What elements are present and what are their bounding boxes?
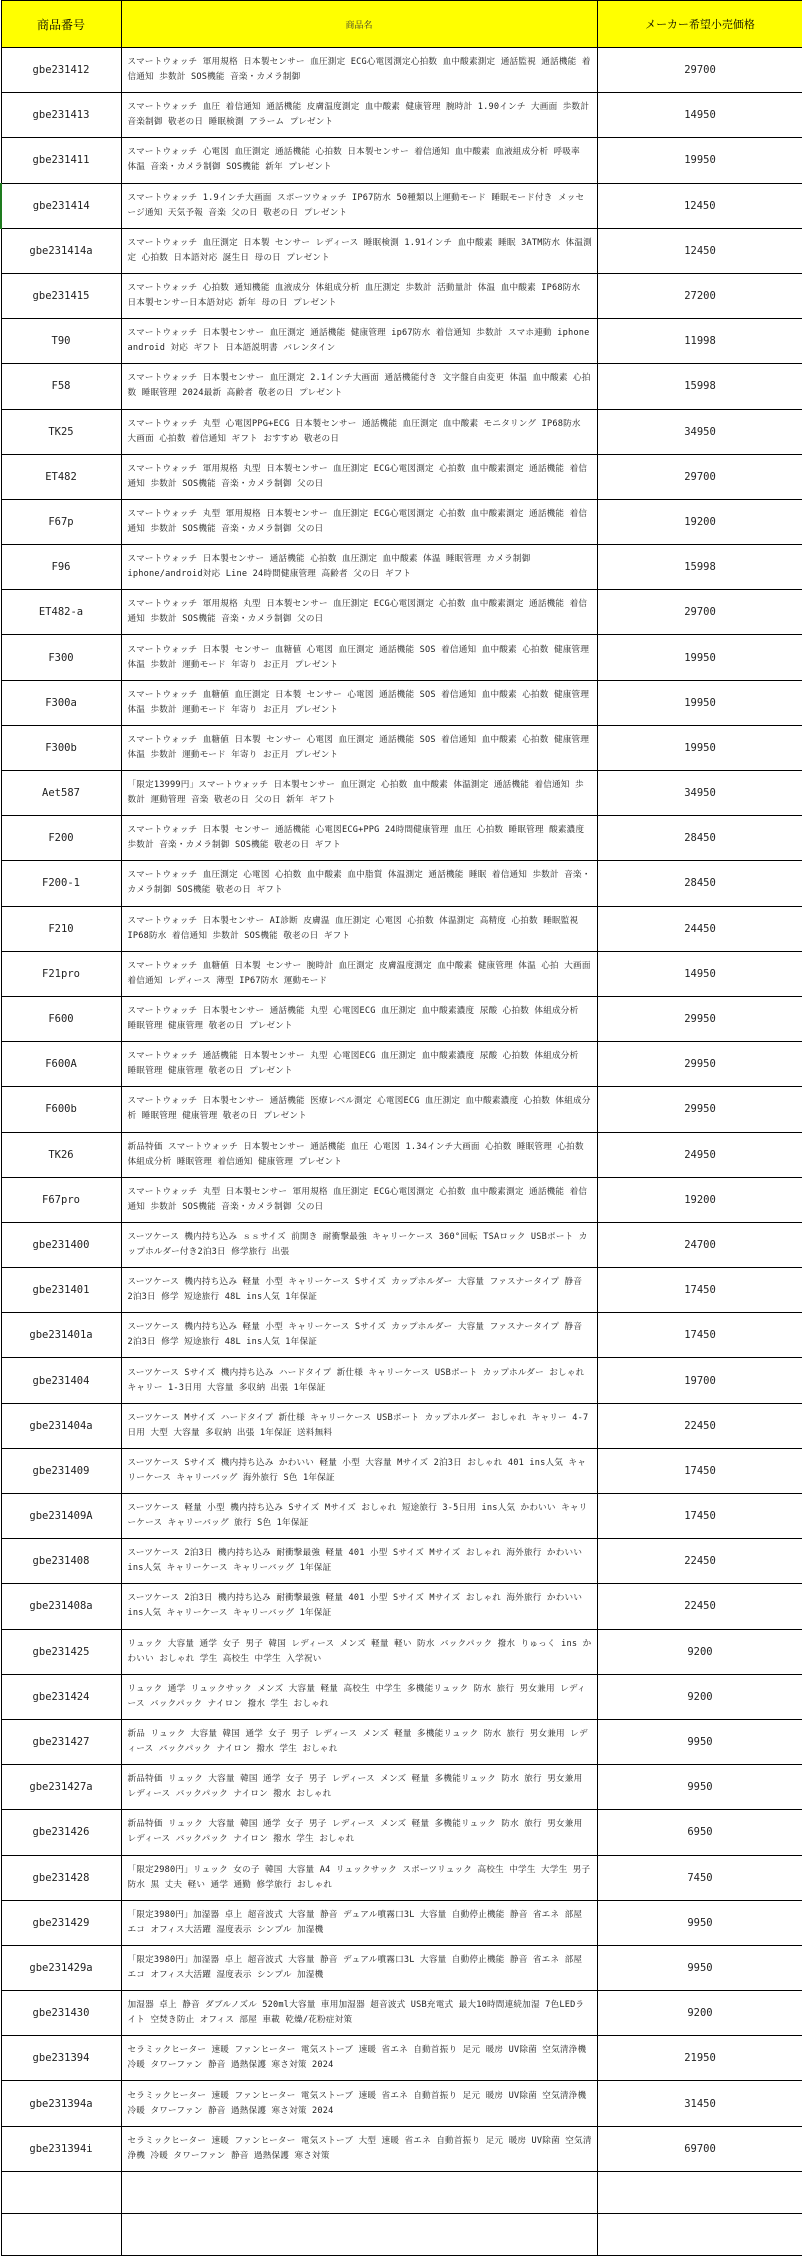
name-cell[interactable]: スマートウォッチ 丸型 軍用規格 日本製センサー 血圧測定 ECG心電図測定 心拍数 血中酸素測定 通話機能 着信通知 歩数計 SOS機能 音楽・カメラ制御 父の日 — [121, 499, 597, 544]
code-cell[interactable]: TK25 — [1, 409, 121, 454]
price-cell[interactable]: 29950 — [597, 1087, 802, 1132]
table-row — [1, 499, 802, 544]
name-cell[interactable]: 「限定3980円」加湿器 卓上 超音波式 大容量 静音 デュアル噴霧口3L 大容量 自動停止機能 静音 省エネ 部屋 エコ オフィス大活躍 湿度表示 シンプル 加湿機 — [121, 1945, 597, 1990]
name-cell[interactable]: スマートウォッチ 軍用規格 丸型 日本製センサー 血圧測定 ECG心電図測定 心拍数 血中酸素測定 通話機能 着信通知 歩数計 SOS機能 音楽・カメラ制御 父の日 — [121, 454, 597, 499]
code-cell[interactable]: gbe231404 — [1, 1358, 121, 1403]
price-cell[interactable]: 14950 — [597, 93, 802, 138]
price-cell[interactable]: 29700 — [597, 590, 802, 635]
code-cell[interactable]: ET482 — [1, 454, 121, 499]
table-row — [1, 319, 802, 364]
price-cell[interactable]: 29950 — [597, 996, 802, 1041]
name-cell[interactable]: リュック 大容量 通学 女子 男子 韓国 レディース メンズ 軽量 軽い 防水 バックパック 撥水 りゅっく ins かわいい おしゃれ 学生 高校生 中学生 入学祝い — [121, 1629, 597, 1674]
code-cell[interactable]: gbe231429a — [1, 1945, 121, 1990]
price-cell[interactable]: 69700 — [597, 2126, 802, 2171]
price-cell[interactable]: 19950 — [597, 725, 802, 770]
price-cell[interactable]: 29950 — [597, 1042, 802, 1087]
price-cell[interactable]: 12450 — [597, 183, 802, 228]
table-row — [1, 680, 802, 725]
price-cell[interactable]: 9950 — [597, 1719, 802, 1764]
table-row — [1, 93, 802, 138]
code-cell[interactable]: gbe231424 — [1, 1674, 121, 1719]
code-cell[interactable]: F600b — [1, 1087, 121, 1132]
code-cell[interactable]: gbe231430 — [1, 1991, 121, 2036]
table-row — [1, 138, 802, 183]
table-row — [1, 1629, 802, 1674]
price-cell[interactable]: 17450 — [597, 1448, 802, 1493]
name-cell[interactable]: スマートウォッチ 通話機能 日本製センサー 丸型 心電図ECG 血圧測定 血中酸素濃度 尿酸 心拍数 体組成分析 睡眠管理 健康管理 敬老の日 プレゼント — [121, 1042, 597, 1087]
name-cell[interactable]: スマートウォッチ 血圧測定 日本製 センサー レディース 睡眠検測 1.91インチ 血中酸素 睡眠 3ATM防水 体温測定 心拍数 日本語対応 誕生日 母の日 プレゼント — [121, 228, 597, 273]
table-row — [1, 590, 802, 635]
table-row — [1, 409, 802, 454]
code-cell[interactable]: gbe231428 — [1, 1855, 121, 1900]
name-cell[interactable]: スーツケース Sサイズ 機内持ち込み ハードタイプ 新仕様 キャリーケース USBポート カップホルダー おしゃれ キャリー 1-3日用 大容量 多収納 出張 1年保証 — [121, 1358, 597, 1403]
table-row — [1, 1268, 802, 1313]
code-cell[interactable]: gbe231401 — [1, 1268, 121, 1313]
name-cell[interactable]: スーツケース Sサイズ 機内持ち込み かわいい 軽量 小型 大容量 Mサイズ 2泊3日 おしゃれ 401 ins人気 キャリーケース キャリーバッグ 海外旅行 S色 1年保証 — [121, 1448, 597, 1493]
table-row — [1, 1765, 802, 1810]
table-row — [1, 1494, 802, 1539]
name-cell[interactable]: スマートウォッチ 血圧測定 心電図 心拍数 血中酸素 血中脂質 体温測定 通話機能 睡眠 着信通知 歩数計 音楽・カメラ制御 SOS機能 敬老の日 ギフト — [121, 861, 597, 906]
price-cell[interactable]: 9950 — [597, 1945, 802, 1990]
code-cell[interactable]: gbe231426 — [1, 1810, 121, 1855]
table-row — [1, 1539, 802, 1584]
price-cell[interactable]: 6950 — [597, 1810, 802, 1855]
table-row — [1, 725, 802, 770]
code-cell[interactable]: F600A — [1, 1042, 121, 1087]
price-cell[interactable]: 14950 — [597, 951, 802, 996]
name-cell[interactable]: スマートウォッチ 丸型 日本製センサー 軍用規格 血圧測定 ECG心電図測定 心拍数 血中酸素測定 通話機能 着信通知 歩数計 SOS機能 音楽・カメラ制御 父の日 — [121, 1177, 597, 1222]
price-cell[interactable]: 19950 — [597, 680, 802, 725]
table-row — [1, 951, 802, 996]
table-row — [1, 1584, 802, 1629]
name-cell[interactable]: スーツケース Mサイズ ハードタイプ 新仕様 キャリーケース USBポート カップホルダー おしゃれ キャリー 4-7日用 大型 大容量 多収納 出張 1年保証 送料無料 — [121, 1403, 597, 1448]
price-cell[interactable]: 19950 — [597, 635, 802, 680]
code-cell[interactable]: gbe231394 — [1, 2036, 121, 2081]
table-row — [1, 771, 802, 816]
price-cell[interactable]: 28450 — [597, 816, 802, 861]
code-cell[interactable]: F600 — [1, 996, 121, 1041]
name-cell[interactable]: 新品特価 リュック 大容量 韓国 通学 女子 男子 レディース メンズ 軽量 多機能リュック 防水 旅行 男女兼用 レディース バックパック ナイロン 撥水 学生 おしゃれ — [121, 1810, 597, 1855]
price-cell[interactable]: 12450 — [597, 228, 802, 273]
empty-row — [1, 2213, 802, 2255]
table-row — [1, 273, 802, 318]
code-cell[interactable]: gbe231413 — [1, 93, 121, 138]
table-header — [1, 1, 802, 48]
table-row — [1, 1900, 802, 1945]
price-cell[interactable]: 34950 — [597, 409, 802, 454]
table-row — [1, 1403, 802, 1448]
name-cell[interactable]: セラミックヒーター 速暖 ファンヒーター 電気ストーブ 速暖 省エネ 自動首振り 足元 暖房 UV除菌 空気清浄機 冷暖 タワーファン 静音 過熱保護 寒さ対策 2024 — [121, 2081, 597, 2126]
name-cell[interactable]: 新品特価 スマートウォッチ 日本製センサー 通話機能 血圧 心電図 1.34インチ大画面 心拍数 睡眠管理 心拍数 体組成分析 睡眠管理 着信通知 健康管理 プレゼント — [121, 1132, 597, 1177]
code-cell[interactable]: gbe231429 — [1, 1900, 121, 1945]
code-cell[interactable]: gbe231425 — [1, 1629, 121, 1674]
name-cell[interactable]: スマートウォッチ 日本製センサー 通話機能 医療レベル測定 心電図ECG 血圧測定 血中酸素濃度 心拍数 体組成分析 睡眠管理 健康管理 敬老の日 プレゼント — [121, 1087, 597, 1132]
price-cell[interactable]: 17450 — [597, 1268, 802, 1313]
code-cell[interactable]: Aet587 — [1, 771, 121, 816]
table-row — [1, 1810, 802, 1855]
code-cell[interactable]: gbe231414 — [1, 183, 121, 228]
header-row — [1, 1, 802, 48]
empty-cell[interactable] — [1, 2171, 121, 2213]
price-cell[interactable]: 9200 — [597, 1991, 802, 2036]
name-cell[interactable]: 新品特価 リュック 大容量 韓国 通学 女子 男子 レディース メンズ 軽量 多機能リュック 防水 旅行 男女兼用 レディース バックパック ナイロン 撥水 おしゃれ — [121, 1765, 597, 1810]
name-cell[interactable]: スマートウォッチ 軍用規格 丸型 日本製センサー 血圧測定 ECG心電図測定 心拍数 血中酸素測定 通話機能 着信通知 歩数計 SOS機能 音楽・カメラ制御 父の日 — [121, 590, 597, 635]
code-cell[interactable]: F67p — [1, 499, 121, 544]
table-body — [1, 48, 802, 2256]
table-row — [1, 454, 802, 499]
table-row — [1, 1042, 802, 1087]
price-cell[interactable]: 22450 — [597, 1539, 802, 1584]
name-cell[interactable]: セラミックヒーター 速暖 ファンヒーター 電気ストーブ 大型 速暖 省エネ 自動首振り 足元 暖房 UV除菌 空気清浄機 冷暖 タワーファン 静音 過熱保護 寒さ対策 — [121, 2126, 597, 2171]
table-row — [1, 1448, 802, 1493]
code-cell[interactable]: T90 — [1, 319, 121, 364]
price-cell[interactable]: 27200 — [597, 273, 802, 318]
table-row — [1, 1132, 802, 1177]
price-cell[interactable]: 31450 — [597, 2081, 802, 2126]
code-cell[interactable]: F300 — [1, 635, 121, 680]
code-cell[interactable]: gbe231409A — [1, 1494, 121, 1539]
header-code-cell[interactable]: 商品番号 — [1, 1, 121, 48]
price-cell[interactable]: 34950 — [597, 771, 802, 816]
code-cell[interactable]: gbe231400 — [1, 1222, 121, 1267]
price-cell[interactable]: 29700 — [597, 48, 802, 93]
name-cell[interactable]: スマートウォッチ 丸型 心電図PPG+ECG 日本製センサー 通話機能 血圧測定 血中酸素 モニタリング IP68防水 大画面 心拍数 着信通知 ギフト おすすめ 敬老の日 — [121, 409, 597, 454]
name-cell[interactable]: 「限定3980円」加湿器 卓上 超音波式 大容量 静音 デュアル噴霧口3L 大容量 自動停止機能 静音 省エネ 部屋 エコ オフィス大活躍 湿度表示 シンプル 加湿機 — [121, 1900, 597, 1945]
code-cell[interactable]: gbe231414a — [1, 228, 121, 273]
table-row — [1, 2126, 802, 2171]
name-cell[interactable]: 「限定13999円」スマートウォッチ 日本製センサー 血圧測定 心拍数 血中酸素 体温測定 通話機能 着信通知 歩数計 運動管理 音楽 敬老の日 父の日 新年 ギフト — [121, 771, 597, 816]
empty-cell[interactable] — [597, 2213, 802, 2255]
name-cell[interactable]: スマートウォッチ 日本製センサー 通話機能 丸型 心電図ECG 血圧測定 血中酸素濃度 尿酸 心拍数 体組成分析 睡眠管理 健康管理 敬老の日 プレゼント — [121, 996, 597, 1041]
price-cell[interactable]: 9950 — [597, 1900, 802, 1945]
price-cell[interactable]: 9200 — [597, 1629, 802, 1674]
table-row — [1, 2081, 802, 2126]
name-cell[interactable]: セラミックヒーター 速暖 ファンヒーター 電気ストーブ 速暖 省エネ 自動首振り 足元 暖房 UV除菌 空気清浄機 冷暖 タワーファン 静音 過熱保護 寒さ対策 2024 — [121, 2036, 597, 2081]
price-cell[interactable]: 24450 — [597, 906, 802, 951]
code-cell[interactable]: F300a — [1, 680, 121, 725]
table-row — [1, 1855, 802, 1900]
name-cell[interactable]: スマートウォッチ 血糖値 日本製 センサー 心電図 血圧測定 通話機能 SOS 着信通知 血中酸素 心拍数 健康管理 体温 歩数計 運動モード 年寄り お正月 プレゼント — [121, 725, 597, 770]
price-cell[interactable]: 15998 — [597, 364, 802, 409]
code-cell[interactable]: gbe231412 — [1, 48, 121, 93]
price-cell[interactable]: 7450 — [597, 1855, 802, 1900]
name-cell[interactable]: スマートウォッチ 日本製センサー 血圧測定 通話機能 健康管理 ip67防水 着信通知 歩数計 スマホ連動 iphone android 対応 ギフト 日本語説明書 バレンタイン — [121, 319, 597, 364]
code-cell[interactable]: gbe231427a — [1, 1765, 121, 1810]
name-cell[interactable]: 「限定2980円」リュック 女の子 韓国 大容量 A4 リュックサック スポーツリュック 高校生 中学生 大学生 男子 防水 黒 丈夫 軽い 通学 通勤 修学旅行 おしゃれ — [121, 1855, 597, 1900]
name-cell[interactable]: スマートウォッチ 心電図 血圧測定 通話機能 心拍数 日本製センサー 着信通知 血中酸素 血液組成分析 呼吸率 体温 音楽・カメラ制御 SOS機能 新年 プレゼント — [121, 138, 597, 183]
name-cell[interactable]: スーツケース 2泊3日 機内持ち込み 耐衝撃最強 軽量 401 小型 Sサイズ Mサイズ おしゃれ 海外旅行 かわいい ins人気 キャリーケース キャリーバッグ 1年保証 — [121, 1539, 597, 1584]
name-cell[interactable]: スマートウォッチ 血糖値 日本製 センサー 腕時計 血圧測定 皮膚温度測定 血中酸素 健康管理 体温 心拍 大画面 着信通知 レディース 薄型 IP67防水 運動モード — [121, 951, 597, 996]
code-cell[interactable]: gbe231408 — [1, 1539, 121, 1584]
table-row — [1, 1222, 802, 1267]
code-cell[interactable]: gbe231408a — [1, 1584, 121, 1629]
header-name-cell[interactable]: 商品名 — [121, 1, 597, 48]
table-row — [1, 996, 802, 1041]
table-row — [1, 635, 802, 680]
name-cell[interactable]: スマートウォッチ 軍用規格 日本製センサー 血圧測定 ECG心電図測定心拍数 血中酸素測定 通話監視 通話機能 着信通知 歩数計 SOS機能 音楽・カメラ制御 — [121, 48, 597, 93]
table-row — [1, 183, 802, 228]
table-row — [1, 816, 802, 861]
price-cell[interactable]: 22450 — [597, 1584, 802, 1629]
table-row — [1, 1358, 802, 1403]
price-cell[interactable]: 15998 — [597, 545, 802, 590]
code-cell[interactable]: F21pro — [1, 951, 121, 996]
name-cell[interactable]: スマートウォッチ 日本製センサー AI診断 皮膚温 血圧測定 心電図 心拍数 体温測定 高精度 心拍数 睡眠監視 IP68防水 着信通知 歩数計 SOS機能 敬老の日 ギフト — [121, 906, 597, 951]
code-cell[interactable]: F200-1 — [1, 861, 121, 906]
price-cell[interactable]: 19950 — [597, 138, 802, 183]
name-cell[interactable]: リュック 通学 リュックサック メンズ 大容量 軽量 高校生 中学生 多機能リュック 防水 旅行 男女兼用 レディース バックパック ナイロン 撥水 学生 おしゃれ — [121, 1674, 597, 1719]
price-cell[interactable]: 24950 — [597, 1132, 802, 1177]
table-row — [1, 545, 802, 590]
name-cell[interactable]: スーツケース 機内持ち込み 軽量 小型 キャリーケース Sサイズ カップホルダー 大容量 ファスナータイプ 静音 2泊3日 修学 短途旅行 48L ins人気 1年保証 — [121, 1268, 597, 1313]
empty-cell[interactable] — [597, 2171, 802, 2213]
price-cell[interactable]: 19700 — [597, 1358, 802, 1403]
code-cell[interactable]: gbe231409 — [1, 1448, 121, 1493]
code-cell[interactable]: F96 — [1, 545, 121, 590]
name-cell[interactable]: スマートウォッチ 血圧 着信通知 通話機能 皮膚温度測定 血中酸素 健康管理 腕時計 1.90インチ 大画面 歩数計 音楽制御 敬老の日 睡眠検測 アラーム プレゼント — [121, 93, 597, 138]
name-cell[interactable]: スーツケース 2泊3日 機内持ち込み 耐衝撃最強 軽量 401 小型 Sサイズ Mサイズ おしゃれ 海外旅行 かわいい ins人気 キャリーケース キャリーバッグ 1年保証 — [121, 1584, 597, 1629]
price-cell[interactable]: 11998 — [597, 319, 802, 364]
name-cell[interactable]: 新品 リュック 大容量 韓国 通学 女子 男子 レディース メンズ 軽量 多機能リュック 防水 旅行 男女兼用 レディース バックパック ナイロン 撥水 学生 おしゃれ — [121, 1719, 597, 1764]
empty-row — [1, 2171, 802, 2213]
price-cell[interactable]: 19200 — [597, 499, 802, 544]
table-row — [1, 1313, 802, 1358]
name-cell[interactable]: スマートウォッチ 日本製センサー 血圧測定 2.1インチ大画面 通話機能付き 文字盤自由変更 体温 血中酸素 心拍数 睡眠管理 2024最新 高齢者 敬老の日 プレゼント — [121, 364, 597, 409]
price-cell[interactable]: 17450 — [597, 1494, 802, 1539]
code-cell[interactable]: gbe231415 — [1, 273, 121, 318]
price-cell[interactable]: 9200 — [597, 1674, 802, 1719]
table-row — [1, 228, 802, 273]
code-cell[interactable]: gbe231394i — [1, 2126, 121, 2171]
code-cell[interactable]: F67pro — [1, 1177, 121, 1222]
price-cell[interactable]: 24700 — [597, 1222, 802, 1267]
empty-cell[interactable] — [1, 2213, 121, 2255]
name-cell[interactable]: スマートウォッチ 日本製 センサー 血糖値 心電図 血圧測定 通話機能 SOS 着信通知 血中酸素 心拍数 健康管理 体温 歩数計 運動モード 年寄り お正月 プレゼント — [121, 635, 597, 680]
code-cell[interactable]: gbe231427 — [1, 1719, 121, 1764]
table-row — [1, 1719, 802, 1764]
table-row — [1, 2036, 802, 2081]
name-cell[interactable]: 加湿器 卓上 静音 ダブルノズル 520ml大容量 車用加湿器 超音波式 USB充電式 最大10時間連続加湿 7色LEDライト 空焚き防止 オフィス 部屋 車載 乾燥/花粉症対策 — [121, 1991, 597, 2036]
empty-cell[interactable] — [121, 2213, 597, 2255]
name-cell[interactable]: スーツケース 軽量 小型 機内持ち込み Sサイズ Mサイズ おしゃれ 短途旅行 3-5日用 ins人気 かわいい キャリーケース キャリーバッグ 旅行 S色 1年保証 — [121, 1494, 597, 1539]
name-cell[interactable]: スマートウォッチ 1.9インチ大画面 スポーツウォッチ IP67防水 50種類以上運動モード 睡眠モード付き メッセージ通知 天気予報 音楽 父の日 敬老の日 プレゼント — [121, 183, 597, 228]
price-cell[interactable]: 21950 — [597, 2036, 802, 2081]
code-cell[interactable]: gbe231411 — [1, 138, 121, 183]
code-cell[interactable]: gbe231394a — [1, 2081, 121, 2126]
price-cell[interactable]: 22450 — [597, 1403, 802, 1448]
name-cell[interactable]: スーツケース 機内持ち込み ｓｓサイズ 前開き 耐衝撃最強 キャリーケース 360°回転 TSAロック USBポート カップホルダー付き2泊3日 修学旅行 出張 — [121, 1222, 597, 1267]
table-row — [1, 1674, 802, 1719]
name-cell[interactable]: スーツケース 機内持ち込み 軽量 小型 キャリーケース Sサイズ カップホルダー 大容量 ファスナータイプ 静音 2泊3日 修学 短途旅行 48L ins人気 1年保証 — [121, 1313, 597, 1358]
code-cell[interactable]: TK26 — [1, 1132, 121, 1177]
table-row — [1, 1991, 802, 2036]
table-row — [1, 861, 802, 906]
name-cell[interactable]: スマートウォッチ 日本製 センサー 通話機能 心電図ECG+PPG 24時間健康管理 血圧 心拍数 睡眠管理 酸素濃度 歩数計 音楽・カメラ制御 SOS機能 敬老の日 ギフト — [121, 816, 597, 861]
table-row — [1, 48, 802, 93]
code-cell[interactable]: F300b — [1, 725, 121, 770]
price-cell[interactable]: 29700 — [597, 454, 802, 499]
price-cell[interactable]: 28450 — [597, 861, 802, 906]
table-row — [1, 364, 802, 409]
price-cell[interactable]: 17450 — [597, 1313, 802, 1358]
code-cell[interactable]: gbe231404a — [1, 1403, 121, 1448]
table-row — [1, 1177, 802, 1222]
code-cell[interactable]: F210 — [1, 906, 121, 951]
code-cell[interactable]: F200 — [1, 816, 121, 861]
name-cell[interactable]: スマートウォッチ 日本製センサー 通話機能 心拍数 血圧測定 血中酸素 体温 睡眠管理 カメラ制御 iphone/android対応 Line 24時間健康管理 高齢者 父の日 ギフト — [121, 545, 597, 590]
price-cell[interactable]: 19200 — [597, 1177, 802, 1222]
code-cell[interactable]: F58 — [1, 364, 121, 409]
price-cell[interactable]: 9950 — [597, 1765, 802, 1810]
header-price-cell[interactable]: メーカー希望小売価格 — [597, 1, 802, 48]
table-row — [1, 906, 802, 951]
code-cell[interactable]: ET482-a — [1, 590, 121, 635]
table-row — [1, 1087, 802, 1132]
table-row — [1, 1945, 802, 1990]
name-cell[interactable]: スマートウォッチ 心拍数 通知機能 血液成分 体組成分析 血圧測定 歩数計 活動量計 体温 血中酸素 IP68防水 日本製センサー日本語対応 新年 母の日 プレゼント — [121, 273, 597, 318]
name-cell[interactable]: スマートウォッチ 血糖値 血圧測定 日本製 センサー 心電図 通話機能 SOS 着信通知 血中酸素 心拍数 健康管理 体温 歩数計 運動モード 年寄り お正月 プレゼント — [121, 680, 597, 725]
empty-cell[interactable] — [121, 2171, 597, 2213]
code-cell[interactable]: gbe231401a — [1, 1313, 121, 1358]
